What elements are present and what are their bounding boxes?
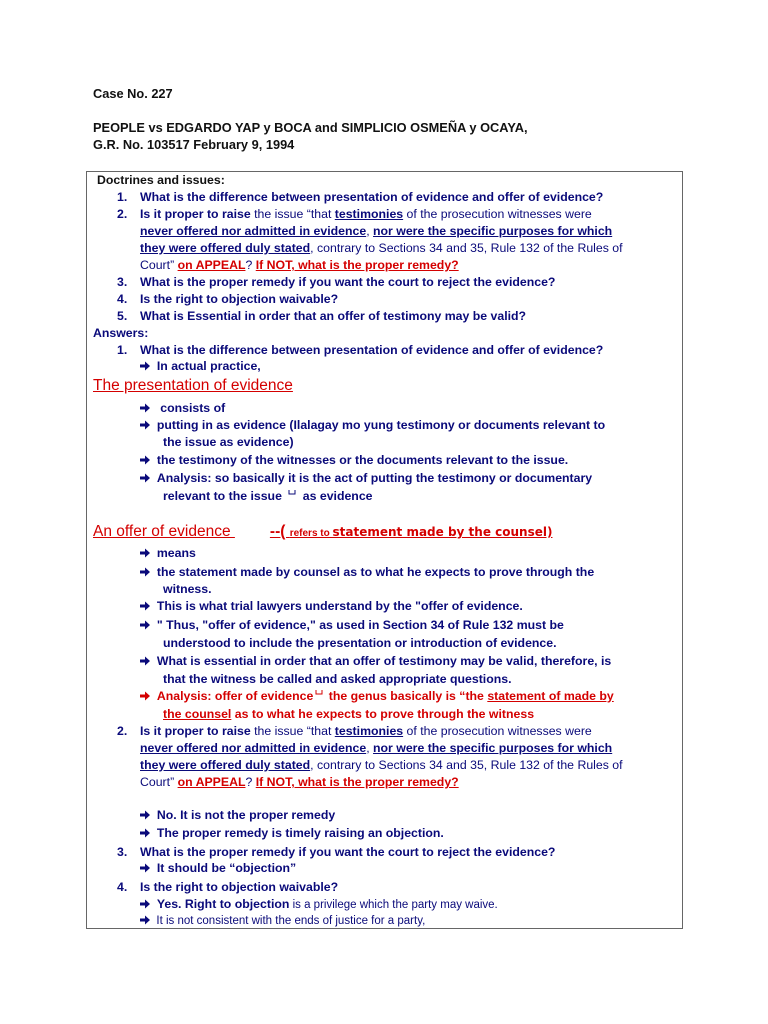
answer-2-number: 2. [117,724,128,738]
offer-statement: statement made by the counsel) [332,525,553,539]
case-title: PEOPLE vs EDGARDO YAP y BOCA and SIMPLICIO OSMEÑA y OCAYA, [93,120,528,135]
arrow-right-icon [140,420,150,430]
answers-heading: Answers: [93,326,149,340]
answer-2-testimonies: testimonies [334,724,404,738]
answer-2-court: Court” [140,775,178,789]
answer-2-specific-purposes: nor were the specific purposes for which [373,741,613,755]
bullet-ends-of-justice [140,913,425,929]
bullet-analysis-offer [140,688,614,704]
bullet-statement-counsel-cont: witness. [163,582,212,596]
case-gr-number: G.R. No. 103517 February 9, 1994 [93,137,295,152]
bullet-text: as evidence [302,489,373,503]
bullet-consists-of [140,400,225,416]
answer-2-comma: , [366,741,374,755]
arrow-right-icon [140,863,150,873]
bullet-analysis-offer-cont [163,706,534,722]
bullet-text: In actual practice, [156,359,261,373]
bullet-text-underlined: the counsel [163,707,232,721]
issue-2-number: 2. [117,207,128,221]
issue-2-line-1 [140,206,592,222]
answer-1-text: What is the difference between presentation of evidence and offer of evidence? [140,343,604,357]
bullet-text: putting in as evidence (Ilalagay mo yung testimony or documents relevant to [156,418,606,432]
issue-4-text: Is the right to objection waivable? [140,292,339,306]
issue-4-number: 4. [117,292,128,306]
answer-2-line-1 [140,723,592,739]
bullet-text: as to what he expects to prove through the witness [231,707,535,721]
answer-4-number: 4. [117,880,128,894]
bullet-yes-waivable [140,896,498,913]
issue-2-never-offered: never offered nor admitted in evidence [140,224,367,238]
bullet-text-underlined: statement of made by [487,689,614,703]
answer-2-line-4 [140,774,459,790]
issue-2-court: Court” [140,258,178,272]
bullet-text: the statement made by counsel as to what he expects to prove through the [156,565,595,579]
arrow-right-icon [140,361,150,371]
issue-2-lead: Is it proper to raise [140,207,251,221]
answer-1-number: 1. [117,343,128,357]
bullet-text: Analysis: so basically it is the act of putting the testimony or documentary [156,471,593,485]
answer-3-number: 3. [117,845,128,859]
bullet-text: the testimony of the witnesses or the documents relevant to the issue. [156,453,569,467]
bullet-text: The proper remedy is timely raising an objection. [156,826,444,840]
issue-2-contrary: , contrary to Sections 34 and 35, Rule 132 of the Rules of [310,241,623,255]
answer-2-qmark: ? [245,775,256,789]
issue-2-comma: , [366,224,374,238]
answer-2-line-3 [140,757,623,773]
arrow-right-icon [140,810,150,820]
answer-3-text: What is the proper remedy if you want the court to reject the evidence? [140,845,556,859]
bullet-proper-remedy [140,825,444,841]
arrow-right-icon [140,915,150,925]
case-digest-box [86,171,683,929]
bullet-text: It should be “objection” [156,861,297,875]
answer-2-duly-stated: they were offered duly stated [140,758,311,772]
issue-5-number: 5. [117,309,128,323]
arrow-right-icon [140,620,150,630]
arrow-right-icon [140,455,150,465]
doctrines-heading: Doctrines and issues: [97,173,225,187]
bullet-text: No. It is not the proper remedy [156,808,336,822]
issue-2-qmark: ? [245,258,256,272]
issue-number: 1. [117,190,128,204]
arrow-right-icon [140,601,150,611]
bullet-means [140,545,196,561]
answer-2-never-offered: never offered nor admitted in evidence [140,741,367,755]
issue-2-specific-purposes: nor were the specific purposes for which [373,224,613,238]
arrow-right-icon [140,567,150,577]
issue-2-on-appeal: on APPEAL [177,258,246,272]
issue-3-text: What is the proper remedy if you want the court to reject the evidence? [140,275,556,289]
bullet-text: This is what trial lawyers understand by the "offer of evidence. [156,599,523,613]
answer-2-remedy-question: If NOT, what is the proper remedy? [255,775,459,789]
bullet-in-actual-practice [140,358,261,374]
issue-1 [117,189,127,205]
bullet-text: consists of [156,401,226,415]
answer-2-text-2: of the prosecution witnesses were [403,724,592,738]
issue-2-line-2 [140,223,612,239]
bullet-text: the genus basically is “the [325,689,488,703]
bullet-trial-lawyers [140,598,523,614]
issue-2-testimonies: testimonies [334,207,404,221]
offer-title: An offer of evidence [93,523,235,540]
arrow-right-icon [140,828,150,838]
answer-4-text: Is the right to objection waivable? [140,880,339,894]
offer-refers: refers to [289,528,333,539]
bullet-essential [140,653,611,669]
offer-dash: --( [269,523,290,540]
bullet-essential-cont: that the witness be called and asked appropriate questions. [163,672,512,686]
small-symbol-icon [315,688,323,696]
issue-2-duly-stated: they were offered duly stated [140,241,311,255]
bullet-text: Analysis: offer of evidence [156,689,314,703]
bullet-text: relevant to the issue [163,489,282,503]
bullet-putting-in-cont: the issue as evidence) [163,435,294,449]
bullet-thus-cont: understood to include the presentation or introduction of evidence. [163,636,557,650]
offer-heading [93,524,552,542]
answer-2-contrary: , contrary to Sections 34 and 35, Rule 132 of the Rules of [310,758,623,772]
bullet-text: means [156,546,196,560]
issue-5-text: What is Essential in order that an offer of testimony may be valid? [140,309,527,323]
issue-1-text: What is the difference between presentation of evidence and offer of evidence? [140,190,604,204]
bullet-analysis-presentation [140,470,592,486]
bullet-analysis-presentation-cont [163,488,373,504]
issue-2-text: the issue “that [250,207,335,221]
answer-2-on-appeal: on APPEAL [177,775,246,789]
arrow-right-icon [140,403,150,413]
issue-2-text-2: of the prosecution witnesses were [403,207,592,221]
bullet-testimony [140,452,568,468]
answer-2-lead: Is it proper to raise [140,724,251,738]
arrow-right-icon [140,656,150,666]
arrow-right-icon [140,548,150,558]
arrow-right-icon [140,473,150,483]
arrow-right-icon [140,899,150,909]
bullet-text: It is not consistent with the ends of justice for a party, [156,915,426,927]
bullet-text: What is essential in order that an offer of testimony may be valid, therefore, is [156,654,612,668]
answer-2-line-2 [140,740,612,756]
issue-2-remedy-question: If NOT, what is the proper remedy? [255,258,459,272]
bullet-statement-counsel [140,564,594,580]
arrow-right-icon [140,691,150,701]
case-number: Case No. 227 [93,86,173,101]
bullet-text: " Thus, "offer of evidence," as used in Section 34 of Rule 132 must be [156,618,564,632]
bullet-objection [140,860,296,876]
issue-3-number: 3. [117,275,128,289]
small-symbol-icon [288,488,296,496]
bullet-thus [140,617,564,633]
bullet-not-proper [140,807,335,823]
bullet-text: Yes. Right to objection [156,897,290,911]
answer-2-text: the issue “that [250,724,335,738]
issue-2-line-4 [140,257,459,273]
bullet-putting-in [140,417,605,433]
issue-2-line-3 [140,240,623,256]
presentation-heading: The presentation of evidence [93,377,293,394]
bullet-text: is a privilege which the party may waive. [289,899,498,911]
